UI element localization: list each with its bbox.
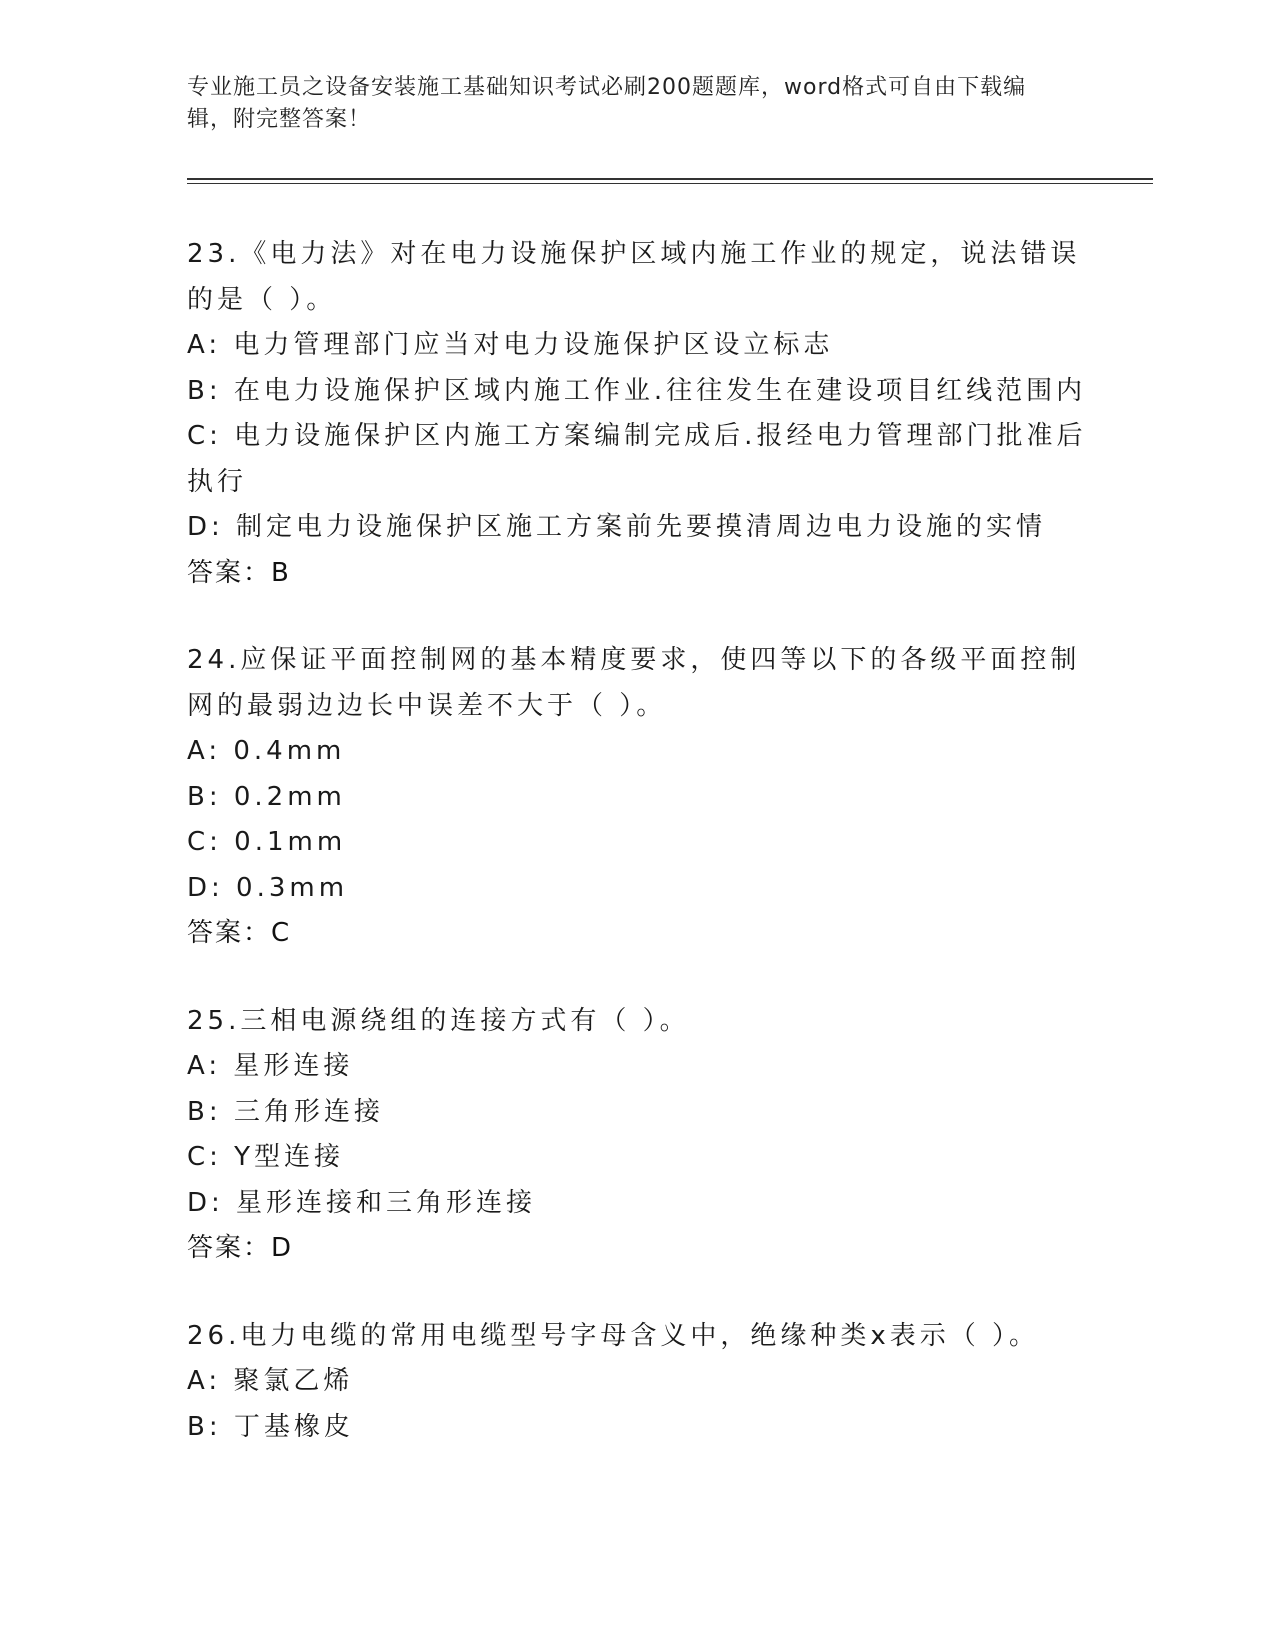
answer: 答案：D (187, 1233, 294, 1263)
question-list (187, 232, 1087, 1492)
option-a: A: 聚氯乙烯 (187, 1366, 354, 1396)
question-23 (187, 232, 1087, 596)
document-header: 专业施工员之设备安装施工基础知识考试必刷200题题库，word格式可自由下载编辑，附完整答案！ (187, 75, 1027, 132)
question-24 (187, 638, 1087, 957)
header-divider (187, 178, 1153, 184)
option-b: B: 0.2mm (187, 781, 346, 812)
question-26 (187, 1314, 1087, 1451)
answer: 答案：B (187, 557, 291, 588)
option-b: B: 三角形连接 (187, 1096, 384, 1127)
option-b: B: 丁基橡皮 (187, 1411, 354, 1442)
question-stem: 24.应保证平面控制网的基本精度要求，使四等以下的各级平面控制网的最弱边边长中误差不大于（ ）。 (187, 645, 1081, 721)
option-c: C: Y型连接 (187, 1142, 345, 1172)
option-c: C: 电力设施保护区内施工方案编制完成后.报经电力管理部门批准后执行 (187, 421, 1087, 497)
question-stem: 26.电力电缆的常用电缆型号字母含义中，绝缘种类x表示（ ）。 (187, 1320, 1040, 1351)
option-d: D: 0.3mm (187, 872, 349, 903)
option-d: D: 制定电力设施保护区施工方案前先要摸清周边电力设施的实情 (187, 512, 1047, 542)
option-d: D: 星形连接和三角形连接 (187, 1187, 537, 1218)
question-stem: 25.三相电源绕组的连接方式有（ ）。 (187, 1005, 690, 1036)
option-a: A: 电力管理部门应当对电力设施保护区设立标志 (187, 330, 834, 360)
option-a: A: 星形连接 (187, 1051, 354, 1081)
question-stem: 23.《电力法》对在电力设施保护区域内施工作业的规定，说法错误的是（ ）。 (187, 239, 1081, 315)
question-25 (187, 999, 1087, 1272)
option-b: B: 在电力设施保护区域内施工作业.往往发生在建设项目红线范围内 (187, 375, 1087, 406)
answer: 答案：C (187, 918, 292, 948)
option-c: C: 0.1mm (187, 827, 347, 857)
option-a: A: 0.4mm (187, 736, 346, 766)
